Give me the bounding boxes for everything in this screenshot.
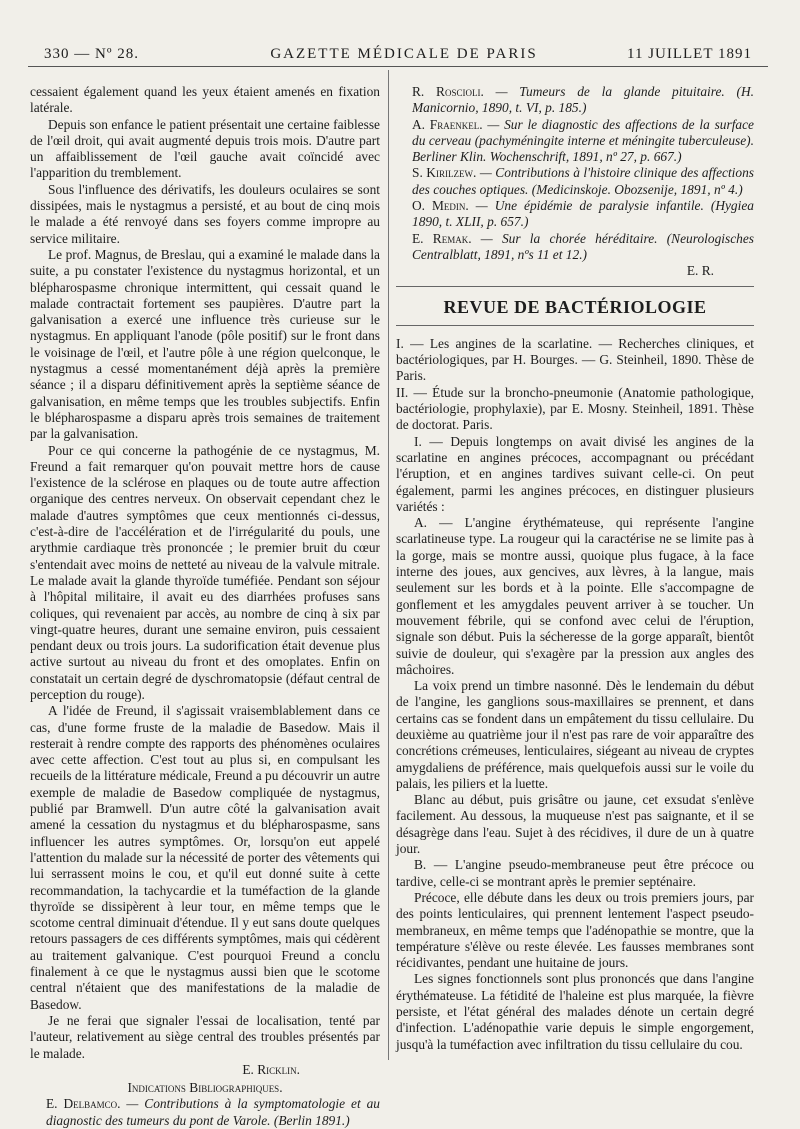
paragraph: Le prof. Magnus, de Breslau, qui a examiné le malade dans la suite, a pu constater l'existence du nystagmus horizontal, et un blépharospasme chronique intermittent, qui cessait quand le malade contractait fortement ses paupières. D'autre part la galvanisation a exercé une influence très curieuse sur le nystagmus. En appliquant l'anode (pôle positif) sur le front dans le voisinage de l'œil, et l'autre pôle à une région quelconque, le nystagmus a cessé momentanément déjà après la première séance ; il a disparu définitivement après la septième séance de galvanisation, en même temps que les troubles subjectifs. Enfin le blépharospasme a disparu après trois semaines de traitement par la galvanisation. — [30, 246, 380, 442]
column-divider — [388, 70, 389, 1060]
bibliography-entry — [396, 165, 754, 198]
index-item: I. — Les angines de la scarlatine. — Recherches cliniques, et bactériologiques, par H. Bourges. — G. Steinheil, 1890. Thèse de Paris. — [396, 335, 754, 384]
paragraph: Depuis son enfance le patient présentait une certaine faiblesse de l'œil droit, qui avait augmenté depuis trois mois. D'autre part un affaiblissement de l'œil gauche avait coïncidé avec l'apparition du tremblement. — [30, 116, 380, 181]
bib-text: — Sur la chorée héréditaire. (Neurologisches Centralblatt, 1891, nºs 11 et 12.) — [412, 230, 754, 262]
bib-author: E. Remak. — [412, 230, 472, 246]
author-signature: E. Ricklin. — [242, 1061, 300, 1077]
bibliography-entry — [396, 84, 754, 117]
bib-text: — Tumeurs de la glande pituitaire. (H. Manicornio, 1890, t. VI, p. 185.) — [412, 84, 754, 116]
bibliography-entry — [30, 1096, 380, 1129]
section-rule — [396, 286, 754, 287]
bibliography-entry — [396, 231, 754, 264]
section-title: REVUE DE BACTÉRIOLOGIE — [443, 296, 707, 317]
bibliography-left — [30, 1096, 380, 1129]
header-rule — [28, 66, 768, 67]
paragraph: Précoce, elle débute dans les deux ou trois premiers jours, par des points lenticulaires, qui prennent lentement l'aspect pseudo-membraneux, en même temps que l'adénopathie se montre, que la température s'élève ou reste élevée. Les fausses membranes sont récidivantes, pendant une huitaine de jours. — [396, 889, 754, 971]
paragraph: Blanc au début, puis grisâtre ou jaune, cet exsudat s'enlève facilement. Au dessous, la muqueuse n'est pas saignante, et il se désagrège dans l'eau. Sujet à des récidives, il dure de un à quatre jour. — [396, 792, 754, 857]
bib-author: O. Medin. — [412, 198, 469, 214]
bibliography-right — [396, 84, 754, 263]
bib-text: — Contributions à l'histoire clinique des affections des couches optiques. (Medicinskoje. Obozsenije, 1891, nº 4.) — [412, 165, 754, 197]
bib-author: A. Fraenkel. — [412, 116, 483, 132]
paragraph: Pour ce qui concerne la pathogénie de ce nystagmus, M. Freund a fait remarquer qu'on pouvait mettre hors de cause l'existence de la sclérose en plaques ou de toute autre affection organique des centres nerveux. On observait cependant chez le malade d'autres symptômes que ceux mentionnés ci-dessus, c'est-à-dire de l'accélération et de l'irrégularité du pouls, une arythmie cardiaque très prononcée ; le premier bruit du cœur s'entendait avec moins de netteté au niveau de la valvule mitrale. Le malade avait la glande thyroïde tuméfiée. Pendant son séjour à l'hôpital militaire, il avait eu des diarrhées profuses sans coliques, qui revenaient par accès, au nombre de cinq à six par vingt-quatre heures, durant une semaine environ, puis cessaient pendant deux ou trois jours. La sudorification était devenue plus active surtout au niveau du front et des omoplates. Enfin on constatait un certain degré de dyschromatopsie (défaut central de perception du rouge). — [30, 442, 380, 702]
section-rule — [396, 325, 754, 326]
paragraph: B. — L'angine pseudo-membraneuse peut être précoce ou tardive, celle-ci se montrant après le premier septénaire. — [396, 857, 754, 889]
paragraph: I. — Depuis longtemps on avait divisé les angines de la scarlatine en angines précoces, accompagnant ou précédant l'éruption, et en angines tardives suivant celle-ci. On peut également, parmi les angines précoces, en distinguer plusieurs variétés : — [396, 433, 754, 514]
paragraph: cessaient également quand les yeux étaient amenés en fixation latérale. — [30, 84, 380, 116]
bibliography-entry — [396, 117, 754, 166]
paragraph: Sous l'influence des dérivatifs, les douleurs oculaires se sont dissipées, mais le nystagmus a persisté, et au bout de cinq mois le malade a été renvoyé dans ses foyers comme impropre au service militaire. — [30, 181, 380, 246]
paragraph: A. — L'angine érythémateuse, qui représente l'angine scarlatineuse type. La rougeur qui la caractérise ne se limite pas à la gorge, mais se montre aussi, quoique plus fugace, à la face interne des joues, aux gencives, aux lèvres, à la langue, mais seulement sur les bords et à la pointe. Elle s'accompagne de gonflement et les amygdales peuvent arriver à se toucher. Un mouvement fébrile, qui se confond avec celui de l'éruption, signale son début. Puis la sécheresse de la gorge apparaît, bientôt suivie de douleur, qui s'exagère par la pression aux angles des mâchoires. — [396, 515, 754, 677]
page-number: 330 — Nº 28. — [44, 46, 139, 62]
bibliography-entry — [396, 198, 754, 231]
right-column — [396, 84, 754, 1053]
paragraph: Je ne ferai que signaler l'essai de localisation, tenté par l'auteur, relativement au siège central des troubles présentés par le malade. — [30, 1012, 380, 1061]
left-column — [30, 84, 380, 1129]
bib-author: E. Delbamco. — [46, 1096, 121, 1112]
bib-text: — Contributions à la symptomatologie et au diagnostic des tumeurs du pont de Varole. (Berlin 1891.) — [46, 1096, 380, 1128]
bibliography-heading: Indications Bibliographiques. — [127, 1080, 283, 1096]
initials: E. R. — [686, 263, 714, 279]
bib-author: S. Kirilzew. — [412, 165, 477, 181]
journal-title: GAZETTE MÉDICALE DE PARIS — [270, 46, 538, 62]
paragraph: La voix prend un timbre nasonné. Dès le lendemain du début de l'angine, les ganglions sous-maxillaires se prennent, et dans certains cas se fondent dans un empâtement du tissu cellulaire. Du deuxième au quatrième jour il n'est pas rare de voir apparaître des concrétions crémeuses, lenticulaires, siégeant au niveau de cryptes amygdaliens de préférence, mais quelquefois aussi sur le voile du palais, les piliers et la luette. — [396, 678, 754, 791]
bib-text: — Sur le diagnostic des affections de la surface du cerveau (pachyméningite interne et méningite tuberculeuse). Berliner Klin. Wochenschrift, 1891, nº 27, p. 667.) — [412, 116, 754, 165]
bib-text: — Une épidémie de paralysie infantile. (Hygiea 1890, t. XLII, p. 657.) — [412, 198, 754, 230]
bib-author: R. Roscioli. — [412, 84, 484, 99]
issue-date: 11 JUILLET 1891 — [627, 46, 752, 62]
page-header — [28, 40, 780, 66]
paragraph: A l'idée de Freund, il s'agissait vraisemblablement dans ce cas, d'une forme fruste de la maladie de Basedow. Mais il resterait à rendre compte des rapports des phénomènes oculaires avec cette affection. C'est tout au plus si, en compulsant les recueils de la littérature médicale, Freund a pu découvrir un autre exemple de maladie de Basedow compliquée de nystagmus, publié par Bramwell. D'un autre côté la galvanisation avait amené la cessation du nystagmus et du blépharospasme, sans influencer les autres symptômes. Or, lorsqu'on eut appelé l'attention du malade sur la nécessité de porter des vêtements qui lui serrassent moins le cou, et qu'il eut donné suite à cette recommandation, la tachycardie et la tuméfaction de la glande thyroïde se dissipèrent à leur tour, en même temps que le scotome central diminuait d'étendue. Il y eut sans doute quelques retours passagers de ces différents symptômes, mais qui cédèrent au traitement galvanique. C'est pourquoi Freund a conclu finalement à ce que le nystagmus aussi bien que le scotome central n'étaient que des manifestations de la maladie de Basedow. — [30, 703, 380, 1012]
index-item: II. — Étude sur la broncho-pneumonie (Anatomie pathologique, bactériologie, prophylaxie), par E. Mosny. Steinheil, 1891. Thèse de doctorat. Paris. — [396, 384, 754, 433]
bleed-through-edge — [756, 90, 800, 1030]
paragraph: Les signes fonctionnels sont plus prononcés que dans l'angine érythémateuse. La fétidité de l'haleine est plus marquée, la fièvre persiste, et l'état général des malades dénote un certain degré d'infection. L'adénopathie varie depuis le simple engorgement, jusqu'à la tuméfaction avec infiltration du tissu cellulaire du cou. — [396, 971, 754, 1052]
